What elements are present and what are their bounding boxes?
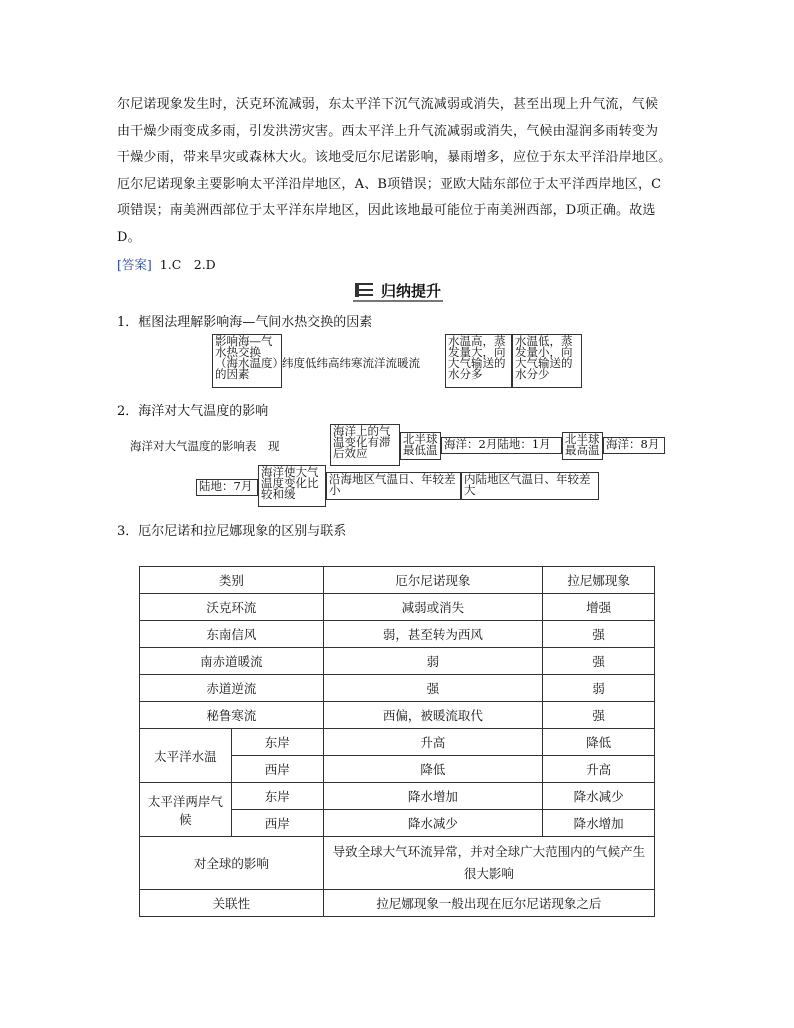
- diagram-strip: 纬度低纬高纬寒流洋流暖流: [282, 356, 420, 370]
- table-row: [140, 837, 655, 890]
- diagram2-box-inland: 内陆地区气温日、年较差大: [461, 472, 599, 500]
- paragraph-line: 厄尔尼诺现象主要影响太平洋沿岸地区，A、B项错误；亚欧大陆东部位于太平洋西岸地区，C: [117, 176, 662, 192]
- banner-underline: [353, 300, 443, 302]
- diagram-box-main: 影响海—气水热交换（海水温度）的因素: [212, 334, 282, 388]
- table-cell: 沃克环流: [140, 594, 324, 621]
- section-3-heading: 3．厄尔尼诺和拉尼娜现象的区别与联系: [117, 524, 347, 539]
- diagram2-box-months-2: 海洋：8月: [603, 437, 665, 454]
- table-cell: 东岸: [231, 783, 323, 810]
- diagram2-box-nh-high: 北半球最高温: [562, 432, 603, 460]
- table-cell: 强: [323, 675, 543, 702]
- table-row: [140, 621, 655, 648]
- table-row: [140, 675, 655, 702]
- diagram2-box-months-1: 海洋：2月陆地：1月: [441, 437, 562, 454]
- diagram2-box-lag: 海洋上的气温变化有滞后效应: [330, 424, 400, 466]
- table-cell: 弱，甚至转为西风: [323, 621, 543, 648]
- table-header-row: [140, 567, 655, 594]
- table-cell: 降水减少: [543, 783, 655, 810]
- table-cell: 强: [543, 621, 655, 648]
- answer-tag: [答案]: [117, 257, 152, 272]
- table-cell: 增强: [543, 594, 655, 621]
- paragraph-line: D。: [117, 229, 141, 245]
- explanation-paragraph: [117, 92, 687, 251]
- table-cell: 东南信风: [140, 621, 324, 648]
- table-row: [140, 648, 655, 675]
- table-cell: 秘鲁寒流: [140, 702, 324, 729]
- table-row: [140, 594, 655, 621]
- table-cell: 西偏，被暖流取代: [323, 702, 543, 729]
- diagram-box-warm: 水温高，蒸发量大，向大气输送的水分多: [445, 334, 512, 388]
- table-cell: 对全球的影响: [140, 837, 324, 890]
- diagram2-main-label: 海洋对大气温度的影响表 现: [130, 439, 280, 453]
- table-row: [140, 729, 655, 756]
- table-row: [140, 783, 655, 810]
- table-cell: 西岸: [231, 756, 323, 783]
- diagram2-box-land7: 陆地：7月: [196, 479, 258, 496]
- table-cell: 弱: [323, 648, 543, 675]
- answer-text: 1.C 2.D: [159, 257, 216, 272]
- table-cell: 升高: [543, 756, 655, 783]
- table-cell: 升高: [323, 729, 543, 756]
- list-icon: [355, 283, 373, 297]
- table-cell: 关联性: [140, 890, 324, 917]
- table-cell: 太平洋两岸气候: [140, 783, 232, 837]
- section-2-heading: 2．海洋对大气温度的影响: [117, 404, 269, 419]
- diagram-box-cold: 水温低，蒸发量小，向大气输送的水分少: [512, 334, 582, 388]
- table-header-cell: 类别: [140, 567, 324, 594]
- diagram2-box-moderation: 海洋使大气温度变化比较和缓: [258, 465, 326, 507]
- comparison-table: [139, 566, 655, 917]
- table-row: [140, 702, 655, 729]
- table-header-cell: 厄尔尼诺现象: [323, 567, 543, 594]
- table-cell: 太平洋水温: [140, 729, 232, 783]
- table-cell: 东岸: [231, 729, 323, 756]
- paragraph-line: 干燥少雨，带来旱灾或森林大火。该地受厄尔尼诺影响，暴雨增多，应位于东太平洋沿岸地区。: [117, 150, 672, 165]
- answer-line: [117, 255, 216, 273]
- table-row: [140, 890, 655, 917]
- section-1-heading: 1．框图法理解影响海—气间水热交换的因素: [117, 315, 373, 330]
- banner-title: 归纳提升: [381, 281, 442, 300]
- table-cell: 减弱或消失: [323, 594, 543, 621]
- table-cell: 降水增加: [323, 783, 543, 810]
- table-cell: 降水减少: [323, 810, 543, 837]
- table-cell: 拉尼娜现象一般出现在厄尔尼诺现象之后: [323, 890, 654, 917]
- diagram2-box-coastal: 沿海地区气温日、年较差小: [326, 472, 461, 500]
- table-cell: 强: [543, 702, 655, 729]
- paragraph-line: 项错误；南美洲西部位于太平洋东岸地区，因此该地最可能位于南美洲西部，D项正确。故选: [117, 203, 656, 218]
- table-cell: 导致全球大气环流异常，并对全球广大范围内的气候产生很大影响: [323, 837, 654, 890]
- table-cell: 降水增加: [543, 810, 655, 837]
- table-cell: 弱: [543, 675, 655, 702]
- paragraph-line: 尔尼诺现象发生时，沃克环流减弱，东太平洋下沉气流减弱或消失，甚至出现上升气流，气候: [117, 97, 659, 112]
- diagram2-box-nh-low: 北半球最低温: [400, 432, 441, 460]
- table-cell: 降低: [543, 729, 655, 756]
- table-cell: 降低: [323, 756, 543, 783]
- table-cell: 强: [543, 648, 655, 675]
- table-cell: 赤道逆流: [140, 675, 324, 702]
- table-cell: 南赤道暖流: [140, 648, 324, 675]
- table-header-cell: 拉尼娜现象: [543, 567, 655, 594]
- paragraph-line: 由干燥少雨变成多雨，引发洪涝灾害。西太平洋上升气流减弱或消失，气候由湿润多雨转变为: [117, 123, 659, 139]
- table-cell: 西岸: [231, 810, 323, 837]
- summary-banner: [355, 280, 441, 300]
